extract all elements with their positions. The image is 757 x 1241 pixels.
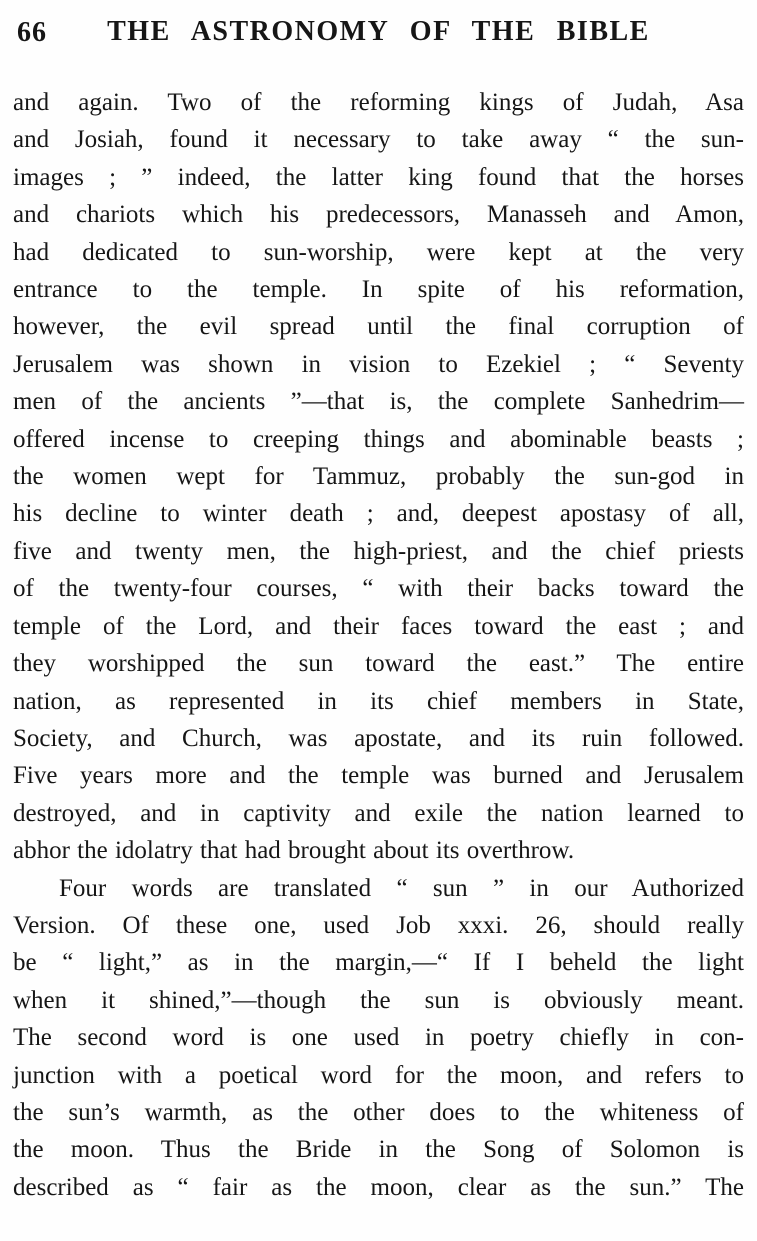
body-text	[13, 84, 744, 1206]
text-line: be “ light,” as in the margin,—“ If I beheld the light	[13, 949, 744, 977]
text-line: the sun’s warmth, as the other does to the whiteness of	[13, 1098, 744, 1126]
book-page	[0, 16, 757, 1241]
text-line: and Josiah, found it necessary to take away “ the sun-	[13, 126, 744, 154]
text-line: men of the ancients ”—that is, the complete Sanhedrim—	[13, 388, 744, 416]
text-line: Four words are translated “ sun ” in our Authorized	[59, 874, 744, 902]
text-line: described as “ fair as the moon, clear as the sun.” The	[13, 1173, 744, 1201]
text-line: junction with a poetical word for the moon, and refers to	[13, 1061, 744, 1089]
running-title: THE ASTRONOMY OF THE BIBLE	[107, 16, 650, 47]
text-line: and again. Two of the reforming kings of Judah, Asa	[13, 89, 744, 116]
text-line: offered incense to creeping things and abominable beasts ;	[13, 425, 744, 453]
text-line: of the twenty-four courses, “ with their backs toward the	[13, 575, 744, 603]
text-line: Version. Of these one, used Job xxxi. 26, should really	[13, 911, 744, 939]
text-line: however, the evil spread until the final corruption of	[13, 313, 744, 341]
page-number: 66	[17, 17, 47, 48]
text-line: and chariots which his predecessors, Manasseh and Amon,	[13, 201, 744, 229]
text-line: his decline to winter death ; and, deepest apostasy of all,	[13, 500, 744, 528]
text-line: The second word is one used in poetry chiefly in con-	[13, 1024, 744, 1052]
text-line: Society, and Church, was apostate, and its ruin followed.	[13, 724, 744, 752]
text-line: destroyed, and in captivity and exile the nation learned to	[13, 799, 744, 827]
text-line: Jerusalem was shown in vision to Ezekiel ; “ Seventy	[13, 350, 744, 378]
text-line: five and twenty men, the high-priest, and the chief priests	[13, 537, 744, 565]
text-line: had dedicated to sun-worship, were kept at the very	[13, 238, 744, 266]
page-header	[13, 16, 744, 50]
text-line: the women wept for Tammuz, probably the sun-god in	[13, 463, 744, 491]
text-line: Five years more and the temple was burned and Jerusalem	[13, 762, 744, 790]
text-line: temple of the Lord, and their faces toward the east ; and	[13, 612, 744, 640]
text-line: abhor the idolatry that had brought about its overthrow.	[13, 837, 575, 865]
text-line: entrance to the temple. In spite of his reformation,	[13, 276, 744, 304]
text-line: the moon. Thus the Bride in the Song of Solomon is	[13, 1136, 744, 1164]
text-line: nation, as represented in its chief members in State,	[13, 687, 744, 715]
text-line: they worshipped the sun toward the east.” The entire	[13, 650, 744, 678]
text-line: when it shined,”—though the sun is obviously meant.	[13, 986, 744, 1014]
text-line: images ; ” indeed, the latter king found that the horses	[13, 163, 744, 191]
